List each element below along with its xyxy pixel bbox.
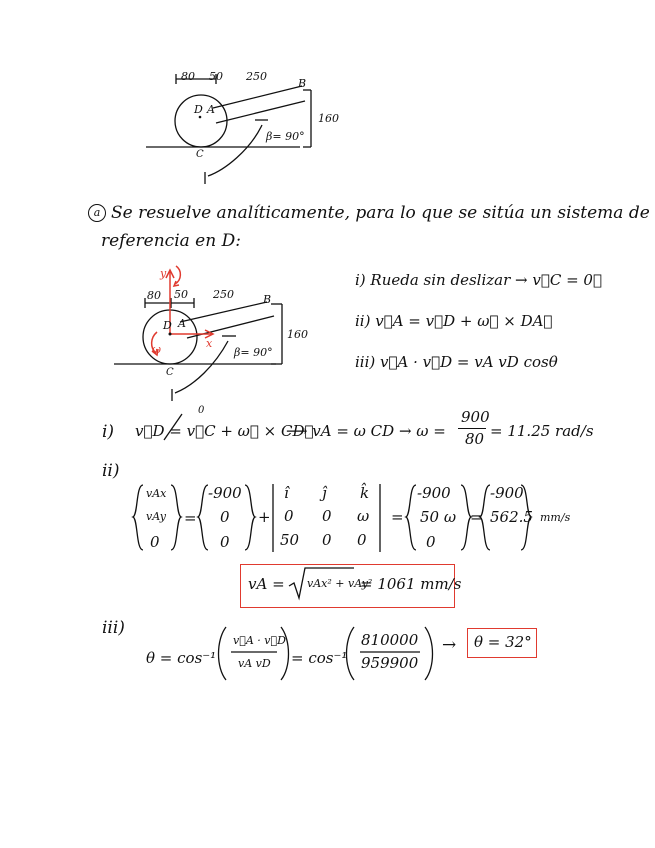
magnitude-radicand: vAx² + vAy² (307, 577, 373, 590)
magnitude-rhs: = 1061 mm/s (360, 575, 462, 593)
intro-line-1: Se resuelve analíticamente, para lo que se sitúa un sistema de (111, 203, 650, 223)
step-i-zero: 0 (198, 405, 205, 416)
frac1-den: vA vD (238, 657, 271, 670)
col2-row1: -900 (208, 484, 242, 502)
col4-row2: 562.5 (490, 508, 533, 526)
fig2-point-a: A (178, 317, 186, 330)
fig2-omega: ω (152, 343, 161, 356)
eq-cos: = cos⁻¹ (291, 649, 348, 667)
col2-row3: 0 (220, 533, 230, 551)
step-i-label: i) (102, 422, 115, 442)
fig1-dim-80: 80 (181, 70, 195, 83)
step-i-eq1: v⃗D = v⃗C + ω⃗ × CD⃗ (135, 422, 314, 440)
col3-row2: 50 ω (420, 508, 457, 526)
intro-line-2: referencia en D: (101, 231, 241, 251)
fig2-axis-y: y (160, 267, 167, 280)
col1-row3: 0 (150, 533, 160, 551)
col3-row1: -900 (417, 484, 451, 502)
det-r3c1: 50 (280, 531, 300, 549)
section-marker-a: a (88, 204, 106, 222)
final-answer: θ = 32° (474, 633, 532, 651)
vector-units: mm/s (540, 511, 571, 524)
col1-row2: vAy (146, 510, 166, 523)
magnitude-lhs: vA = (248, 575, 285, 593)
fig2-dim-50: 50 (174, 288, 188, 301)
fig1-point-c: C (196, 149, 204, 160)
det-r2c2: 0 (322, 507, 332, 525)
det-j-hat: ĵ (322, 484, 327, 502)
eq-sign-2: = (391, 508, 404, 526)
condition-3: iii) v⃗A · v⃗D = vA vD cosθ (355, 353, 558, 371)
det-i-hat: î (284, 484, 289, 502)
eq-sign-1: = (184, 509, 197, 527)
eq-sign-3: = (470, 508, 483, 526)
fig1-height: 160 (318, 112, 339, 125)
frac2-num: 810000 (361, 631, 419, 649)
fig1-beta: β= 90° (266, 130, 305, 143)
det-r2c3: ω (357, 507, 370, 525)
fig1-dim-50: 50 (209, 70, 223, 83)
fig1-dim-250: 250 (246, 70, 267, 83)
col1-row1: vAx (146, 487, 167, 500)
fig2-dim-250: 250 (213, 288, 234, 301)
col4-row1: -900 (490, 484, 524, 502)
fig2-height: 160 (287, 328, 308, 341)
step-i-num: 900 (461, 408, 490, 426)
plus-sign: + (258, 508, 271, 526)
col2-row2: 0 (220, 508, 230, 526)
step-iii-arrow: → (442, 635, 457, 655)
fig1-point-b: B (298, 77, 307, 90)
fig1-point-a: A (207, 103, 215, 116)
condition-1: i) Rueda sin deslizar → v⃗C = 0⃗ (355, 271, 602, 289)
det-r3c2: 0 (322, 531, 332, 549)
step-ii-label: ii) (102, 461, 120, 481)
frac2-den: 959900 (361, 654, 419, 672)
step-i-den: 80 (465, 430, 485, 448)
fig2-point-c: C (166, 367, 174, 378)
fig2-beta: β= 90° (234, 346, 273, 359)
step-i-eq2: ⟶ vA = ω CD → ω = (286, 422, 446, 440)
fig2-point-b: B (263, 293, 272, 306)
theta-lhs: θ = cos⁻¹ (146, 649, 217, 667)
frac1-num: v⃗A · v⃗D (233, 634, 286, 647)
det-r3c3: 0 (357, 531, 367, 549)
fig2-axis-x: x (206, 337, 213, 350)
fig2-dim-80: 80 (147, 289, 161, 302)
col3-row3: 0 (426, 533, 436, 551)
det-k-hat: k̂ (360, 484, 370, 502)
fig2-point-d: D (163, 319, 172, 332)
condition-2: ii) v⃗A = v⃗D + ω⃗ × DA⃗ (355, 312, 553, 330)
det-r2c1: 0 (284, 507, 294, 525)
step-iii-label: iii) (102, 618, 125, 638)
fig1-point-d: D (194, 103, 203, 116)
step-i-result: = 11.25 rad/s (490, 422, 594, 440)
